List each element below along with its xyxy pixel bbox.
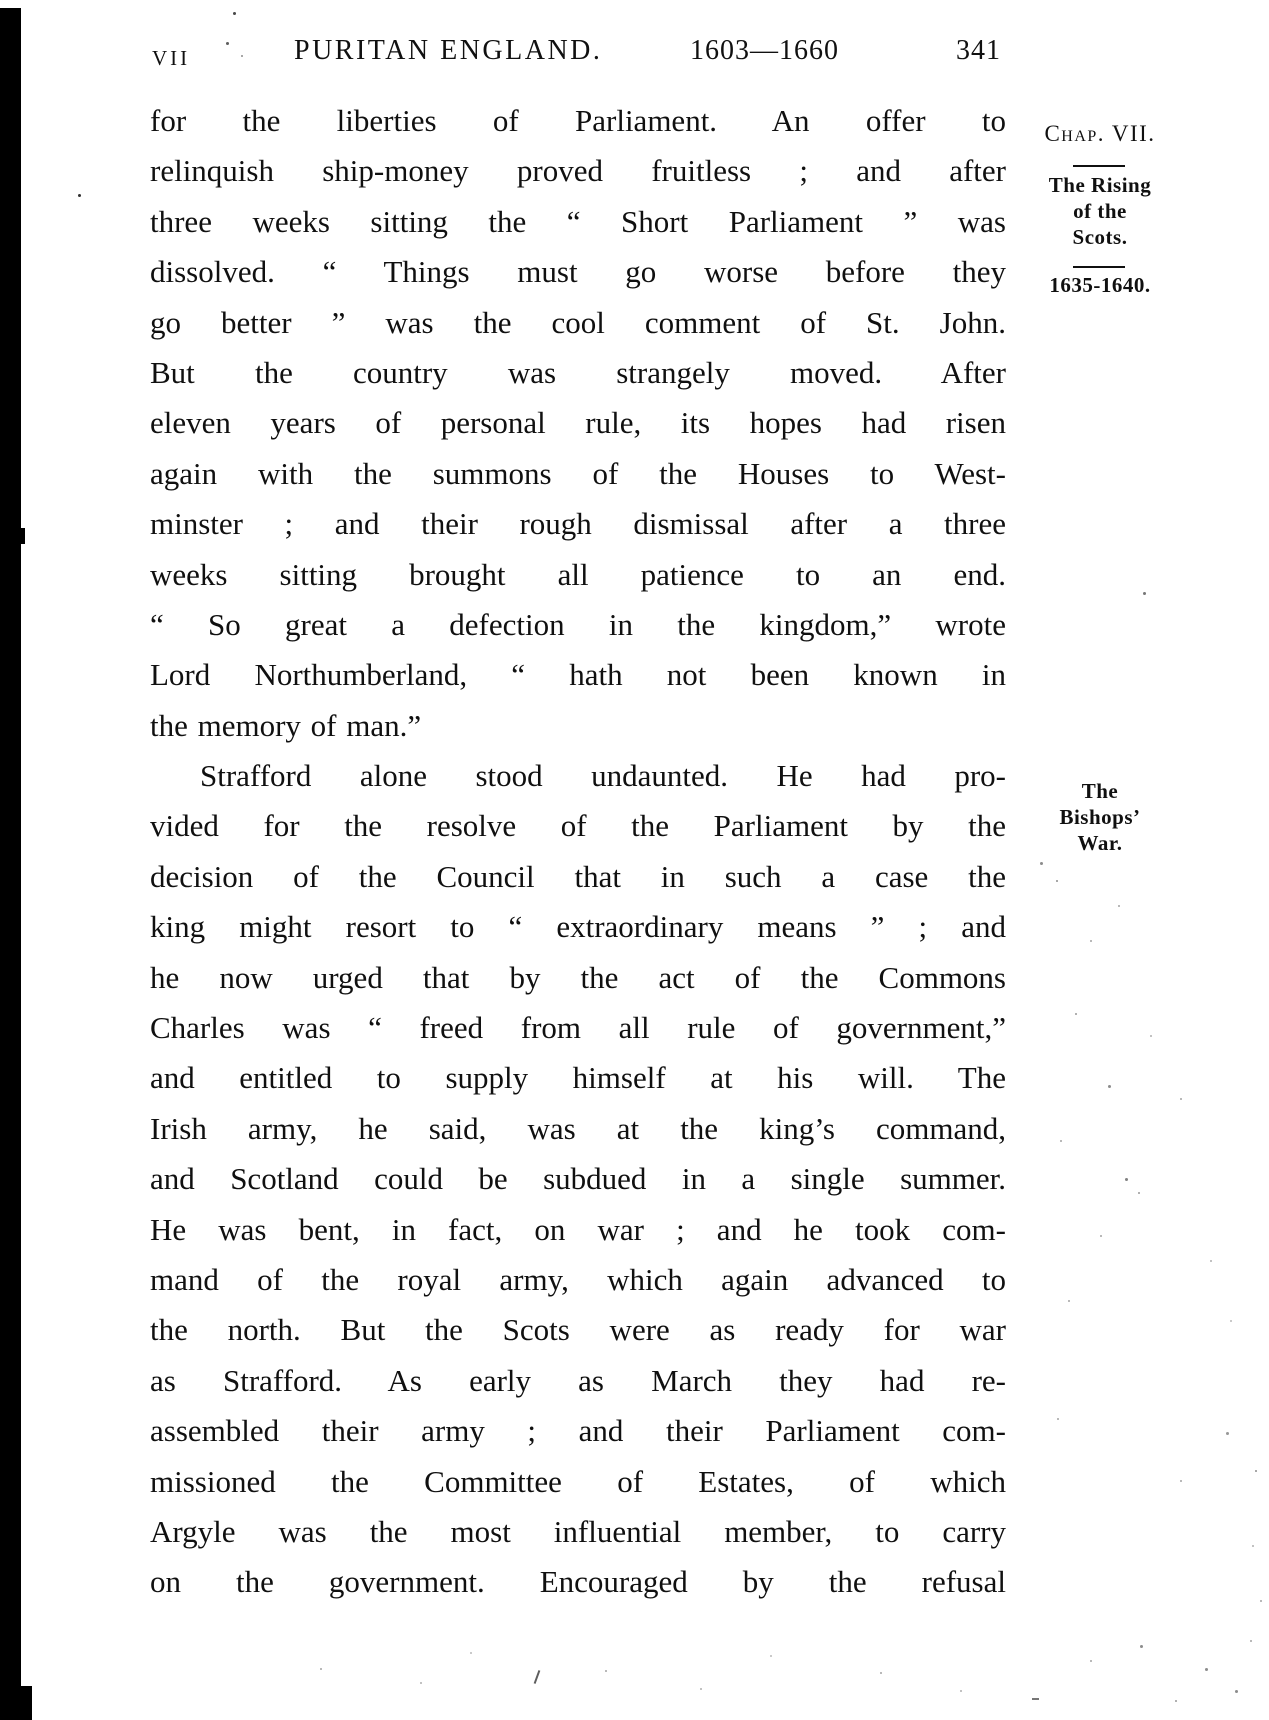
text-line: vided for the resolve of the Parliament by the <box>150 808 1006 844</box>
scan-speck <box>1090 1660 1092 1662</box>
scan-speck <box>1226 1432 1229 1435</box>
text-line: missioned the Committee of Estates, of which <box>150 1463 1006 1499</box>
text-line: Charles was “ freed from all rule of government,” <box>150 1010 1006 1046</box>
scan-speck <box>1100 1235 1102 1237</box>
scan-speck <box>770 1655 772 1657</box>
scan-speck <box>1250 1640 1252 1642</box>
text-line: minster ; and their rough dismissal after a three <box>150 506 1006 542</box>
margin-rule <box>1073 165 1125 167</box>
scan-speck <box>1175 1700 1177 1702</box>
text-line: weeks sitting brought all patience to an end. <box>150 556 1006 592</box>
scan-speck <box>1180 1480 1182 1482</box>
scan-speck <box>1140 1645 1143 1648</box>
scan-speck <box>1210 1260 1212 1262</box>
text-line: decision of the Council that in such a case the <box>150 858 1006 894</box>
scan-speck <box>1057 1418 1059 1420</box>
scan-speck <box>1118 905 1120 907</box>
text-line: eleven years of personal rule, its hopes had risen <box>150 405 1006 441</box>
scan-stray-dash <box>1032 1698 1039 1700</box>
margin-note <box>1020 172 1180 250</box>
scan-speck <box>1108 1085 1111 1088</box>
scan-speck <box>1056 880 1058 882</box>
margin-note <box>1020 778 1180 856</box>
text-line: on the government. Encouraged by the refusal <box>150 1564 1006 1600</box>
scan-speck <box>241 55 243 57</box>
chapter-numeral: VII <box>152 46 191 70</box>
text-line: Lord Northumberland, “ hath not been known in <box>150 657 1006 693</box>
page-number: 341 <box>956 35 1001 66</box>
scan-speck <box>320 1668 322 1670</box>
margin-note <box>1020 272 1180 298</box>
text-line: relinquish ship-money proved fruitless ; and after <box>150 153 1006 189</box>
text-line: the memory of man.” <box>150 707 422 743</box>
text-line: mand of the royal army, which again advanced to <box>150 1261 1006 1297</box>
scan-speck <box>1138 1192 1140 1194</box>
margin-note-line: Scots. <box>1072 225 1128 249</box>
margin-note-line: Chap. VII. <box>1044 121 1156 146</box>
scan-speck <box>1260 1600 1262 1602</box>
margin-note-line: War. <box>1077 831 1123 855</box>
margin-note-line: The <box>1081 779 1119 803</box>
text-line: and Scotland could be subdued in a single summer. <box>150 1161 1006 1197</box>
scan-speck <box>1150 1035 1152 1037</box>
scan-speck <box>1235 1690 1238 1693</box>
margin-note-line: of the <box>1073 199 1127 223</box>
text-line: and entitled to supply himself at his will. The <box>150 1060 1006 1096</box>
text-line: “ So great a defection in the kingdom,” wrote <box>150 606 1006 642</box>
scan-speck <box>226 42 229 45</box>
text-line: But the country was strangely moved. After <box>150 354 1006 390</box>
scan-speck <box>1230 1320 1232 1322</box>
scan-speck <box>1252 1545 1254 1547</box>
text-line: go better ” was the cool comment of St. John. <box>150 304 1006 340</box>
margin-rule <box>1073 266 1125 268</box>
scan-speck <box>1143 592 1146 595</box>
scan-speck <box>880 1672 882 1674</box>
scan-speck <box>960 1690 962 1692</box>
scan-speck <box>1205 1668 1208 1671</box>
scan-speck <box>1090 940 1092 942</box>
scan-speck <box>605 1670 607 1672</box>
date-range: 1603—1660 <box>690 35 839 66</box>
scan-edge-bar <box>0 8 21 1720</box>
text-line: king might resort to “ extraordinary means ” ; and <box>150 909 1006 945</box>
running-header <box>0 0 1269 80</box>
paragraph <box>150 96 1006 751</box>
scan-speck <box>1125 1178 1128 1181</box>
text-line: Irish army, he said, was at the king’s command, <box>150 1110 1006 1146</box>
paragraph <box>150 751 1006 1608</box>
scan-edge-blob <box>5 1686 32 1720</box>
scan-stray-mark <box>534 1670 541 1684</box>
text-line: Argyle was the most influential member, to carry <box>150 1513 1006 1549</box>
scan-speck <box>1040 862 1043 865</box>
text-line: again with the summons of the Houses to West- <box>150 455 1006 491</box>
scan-speck <box>420 1682 422 1684</box>
text-line: three weeks sitting the “ Short Parliament ” was <box>150 203 1006 239</box>
scan-edge-nub <box>19 528 25 544</box>
scan-speck <box>1075 1013 1077 1015</box>
margin-note-line: Bishops’ <box>1059 805 1141 829</box>
text-line: He was bent, in fact, on war ; and he took com- <box>150 1211 1006 1247</box>
text-line: as Strafford. As early as March they had re- <box>150 1362 1006 1398</box>
text-line: he now urged that by the act of the Commons <box>150 959 1006 995</box>
text-line: for the liberties of Parliament. An offer to <box>150 103 1006 138</box>
text-line: Strafford alone stood undaunted. He had pro- <box>200 758 1006 794</box>
scan-speck <box>1180 1098 1182 1100</box>
scan-speck <box>1068 1300 1070 1302</box>
text-line: dissolved. “ Things must go worse before they <box>150 254 1006 290</box>
text-line: assembled their army ; and their Parliament com- <box>150 1413 1006 1449</box>
margin-note-line: The Rising <box>1048 173 1152 197</box>
scan-speck <box>233 12 236 15</box>
scan-speck <box>470 1652 472 1654</box>
scan-speck <box>700 1688 702 1690</box>
text-column <box>150 96 1006 1608</box>
margin-note-line: 1635-1640. <box>1049 273 1151 297</box>
scan-speck <box>1060 1140 1062 1142</box>
scan-speck <box>1255 1470 1257 1472</box>
margin-note <box>1020 121 1180 147</box>
scan-speck <box>78 194 81 197</box>
running-title: PURITAN ENGLAND. <box>294 35 603 66</box>
text-line: the north. But the Scots were as ready for war <box>150 1312 1006 1348</box>
